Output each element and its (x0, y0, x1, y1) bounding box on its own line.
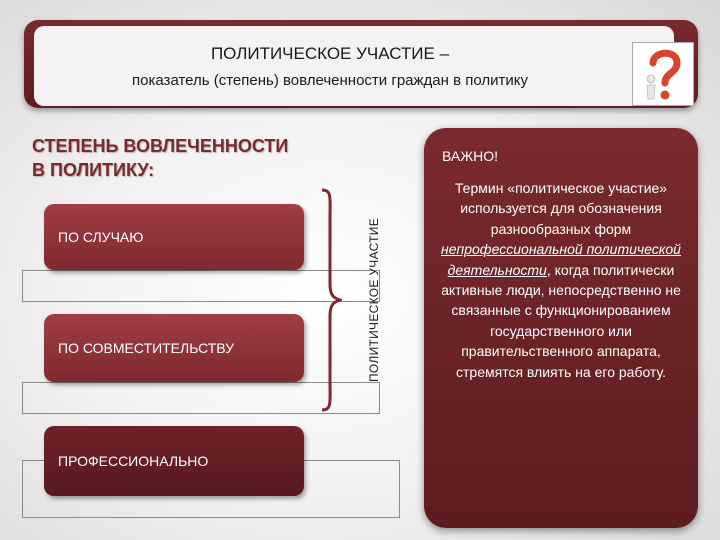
level-professional (44, 426, 304, 496)
level-casual (44, 204, 304, 270)
header-inner-panel (34, 26, 674, 106)
engagement-heading (32, 134, 332, 182)
important-heading: ВАЖНО! (442, 148, 499, 164)
definition-text (430, 178, 692, 382)
page-subtitle: показатель (степень) вовлеченности граждан в политику (132, 72, 528, 89)
page-title: ПОЛИТИЧЕСКОЕ УЧАСТИЕ – (210, 44, 450, 63)
engagement-heading-line2: В ПОЛИТИКУ: (32, 160, 155, 180)
definition-emphasis: непрофессиональной политической деятельности (441, 241, 681, 278)
level-label: ПРОФЕССИОНАЛЬНО (58, 453, 209, 469)
definition-part2: , когда политически активные люди, непосредственно не связанные с функционированием государственного или правительственного аппарата, стремятся влиять на его работу. (441, 261, 681, 380)
engagement-heading-line1: СТЕПЕНЬ ВОВЛЕЧЕННОСТИ (32, 136, 289, 156)
level-label: ПО СОВМЕСТИТЕЛЬСТВУ (58, 340, 235, 356)
curly-brace-icon (318, 188, 342, 412)
level-part-time (44, 314, 304, 382)
question-mark-figure-icon (632, 42, 694, 106)
definition-part1: Термин «политическое участие» используется для обозначения разнообразных форм (454, 180, 668, 237)
level-label: ПО СЛУЧАЮ (58, 229, 144, 245)
political-participation-label: ПОЛИТИЧЕСКОЕ УЧАСТИЕ (367, 217, 381, 383)
